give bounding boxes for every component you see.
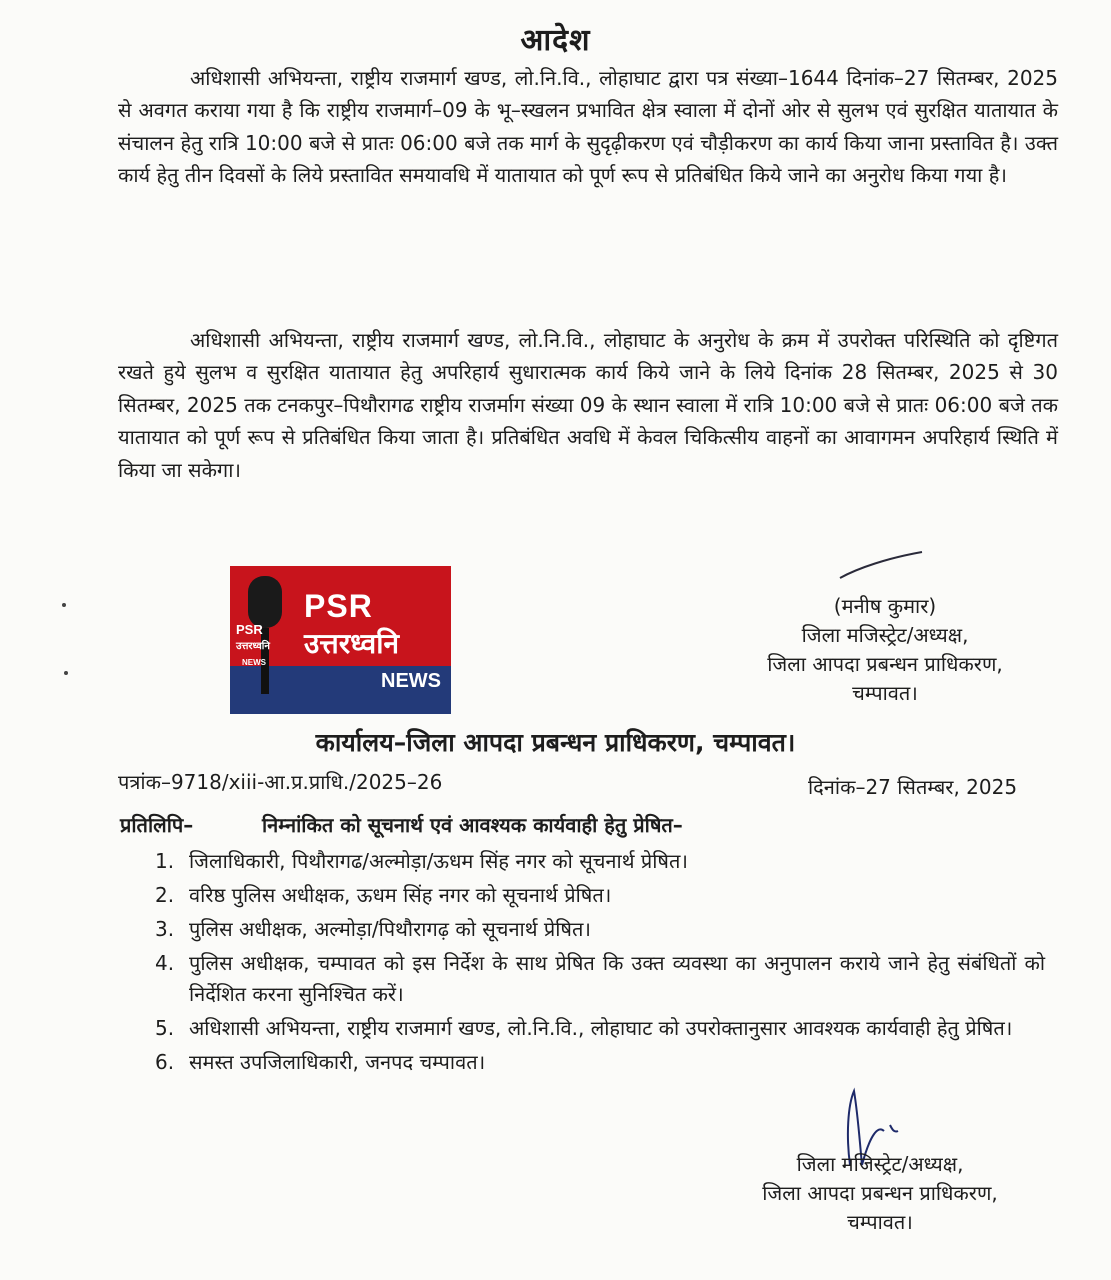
list-text: पुलिस अधीक्षक, चम्पावत को इस निर्देश के साथ प्रेषित कि उक्त व्यवस्था का अनुपालन कराये जाने हेतु संबंधितों को निर्देशित करना सुनिश्चित करें। [189, 951, 1045, 1006]
list-number: 5. [155, 1016, 175, 1040]
list-number: 4. [155, 951, 175, 975]
list-text: समस्त उपजिलाधिकारी, जनपद चम्पावत। [189, 1050, 486, 1074]
signatory-authority-2: जिला आपदा प्रबन्धन प्राधिकरण, [762, 1181, 998, 1205]
logo-hindi-name: उत्तरध्वनि [304, 627, 400, 660]
logo-mini-hindi: उत्तरध्वनि [236, 641, 270, 652]
logo-mini-brand: PSR [236, 622, 263, 637]
scan-speck [64, 671, 68, 675]
letter-reference: पत्रांक–9718/xiii-आ.प्र.प्राधि./2025–26 [118, 770, 443, 794]
office-title: कार्यालय–जिला आपदा प्रबन्धन प्राधिकरण, चम्पावत। [315, 728, 796, 757]
list-number: 1. [155, 849, 175, 873]
order-title: आदेश [520, 23, 591, 58]
list-item [155, 948, 1045, 1010]
order-paragraph-2: अधिशासी अभियन्ता, राष्ट्रीय राजमार्ग खण्ड, लो.नि.वि., लोहाघाट के अनुरोध के क्रम में उपरोक्त परिस्थिति को दृष्टिगत रखते हुये सुलभ व सुरक्षित यातायात हेतु अपरिहार्य सुधारात्मक कार्य किये जाने के लिये दिनांक 28 सितम्बर, 2025 से 30 सितम्बर, 2025 तक टनकपुर–पिथौरागढ राष्ट्रीय राजर्माग संख्या 09 के स्थान स्वाला में रात्रि 10:00 बजे से प्रातः 06:00 बजे तक यातायात को पूर्ण रूप से प्रतिबंधित किया जाता है। प्रतिबंधित अवधि में केवल चिकित्सीय वाहनों का आवागमन अपरिहार्य स्थिति में किया जा सकेगा। [118, 328, 1058, 482]
signature-block-1 [735, 592, 1035, 708]
psr-news-logo [230, 566, 451, 714]
list-text: जिलाधिकारी, पिथौरागढ/अल्मोड़ा/ऊधम सिंह नगर को सूचनार्थ प्रेषित। [189, 849, 688, 873]
list-item [155, 1047, 1045, 1078]
letter-date: दिनांक–27 सितम्बर, 2025 [808, 775, 1018, 799]
list-item [155, 846, 1045, 877]
list-text: वरिष्ठ पुलिस अधीक्षक, ऊधम सिंह नगर को सूचनार्थ प्रेषित। [189, 883, 612, 907]
list-item [155, 880, 1045, 911]
signature-block-2 [725, 1150, 1035, 1237]
list-text: पुलिस अधीक्षक, अल्मोड़ा/पिथौरागढ़ को सूचनार्थ प्रेषित। [189, 917, 591, 941]
list-text: अधिशासी अभियन्ता, राष्ट्रीय राजमार्ग खण्ड, लो.नि.वि., लोहाघाट को उपरोक्तानुसार आवश्यक कार्यवाही हेतु प्रेषित। [189, 1016, 1013, 1040]
copy-intro: निम्नांकित को सूचनार्थ एवं आवश्यक कार्यवाही हेतु प्रेषित– [262, 813, 683, 837]
list-item [155, 914, 1045, 945]
copy-list [155, 846, 1045, 1081]
logo-mini-news: NEWS [242, 658, 266, 667]
signatory-designation: जिला मजिस्ट्रेट/अध्यक्ष, [801, 623, 969, 647]
logo-news: NEWS [381, 670, 441, 692]
signatory-authority: जिला आपदा प्रबन्धन प्राधिकरण, [767, 652, 1003, 676]
signatory-place: चम्पावत। [852, 681, 918, 705]
scan-speck [62, 603, 66, 607]
list-number: 6. [155, 1050, 175, 1074]
signature-stroke-1 [838, 550, 924, 580]
list-number: 3. [155, 917, 175, 941]
copy-heading: प्रतिलिपि– [120, 813, 194, 837]
logo-brand: PSR [304, 588, 373, 624]
list-number: 2. [155, 883, 175, 907]
signatory-name: (मनीष कुमार) [833, 594, 937, 618]
list-item [155, 1013, 1045, 1044]
signatory-place-2: चम्पावत। [847, 1210, 913, 1234]
order-paragraph-1: अधिशासी अभियन्ता, राष्ट्रीय राजमार्ग खण्ड, लो.नि.वि., लोहाघाट द्वारा पत्र संख्या–1644 दिनांक–27 सितम्बर, 2025 से अवगत कराया गया है कि राष्ट्रीय राजमार्ग–09 के भू–स्खलन प्रभावित क्षेत्र स्वाला में दोनों ओर से सुलभ एवं सुरक्षित यातायात के संचालन हेतु रात्रि 10:00 बजे से प्रातः 06:00 बजे तक मार्ग के सुदृढ़ीकरण एवं चौड़ीकरण का कार्य किया जाना प्रस्तावित है। उक्त कार्य हेतु तीन दिवसों के लिये प्रस्तावित समयावधि में यातायात को पूर्ण रूप से प्रतिबंधित किये जाने का अनुरोध किया गया है। [118, 66, 1058, 188]
signatory-designation-2: जिला मजिस्ट्रेट/अध्यक्ष, [796, 1152, 964, 1176]
